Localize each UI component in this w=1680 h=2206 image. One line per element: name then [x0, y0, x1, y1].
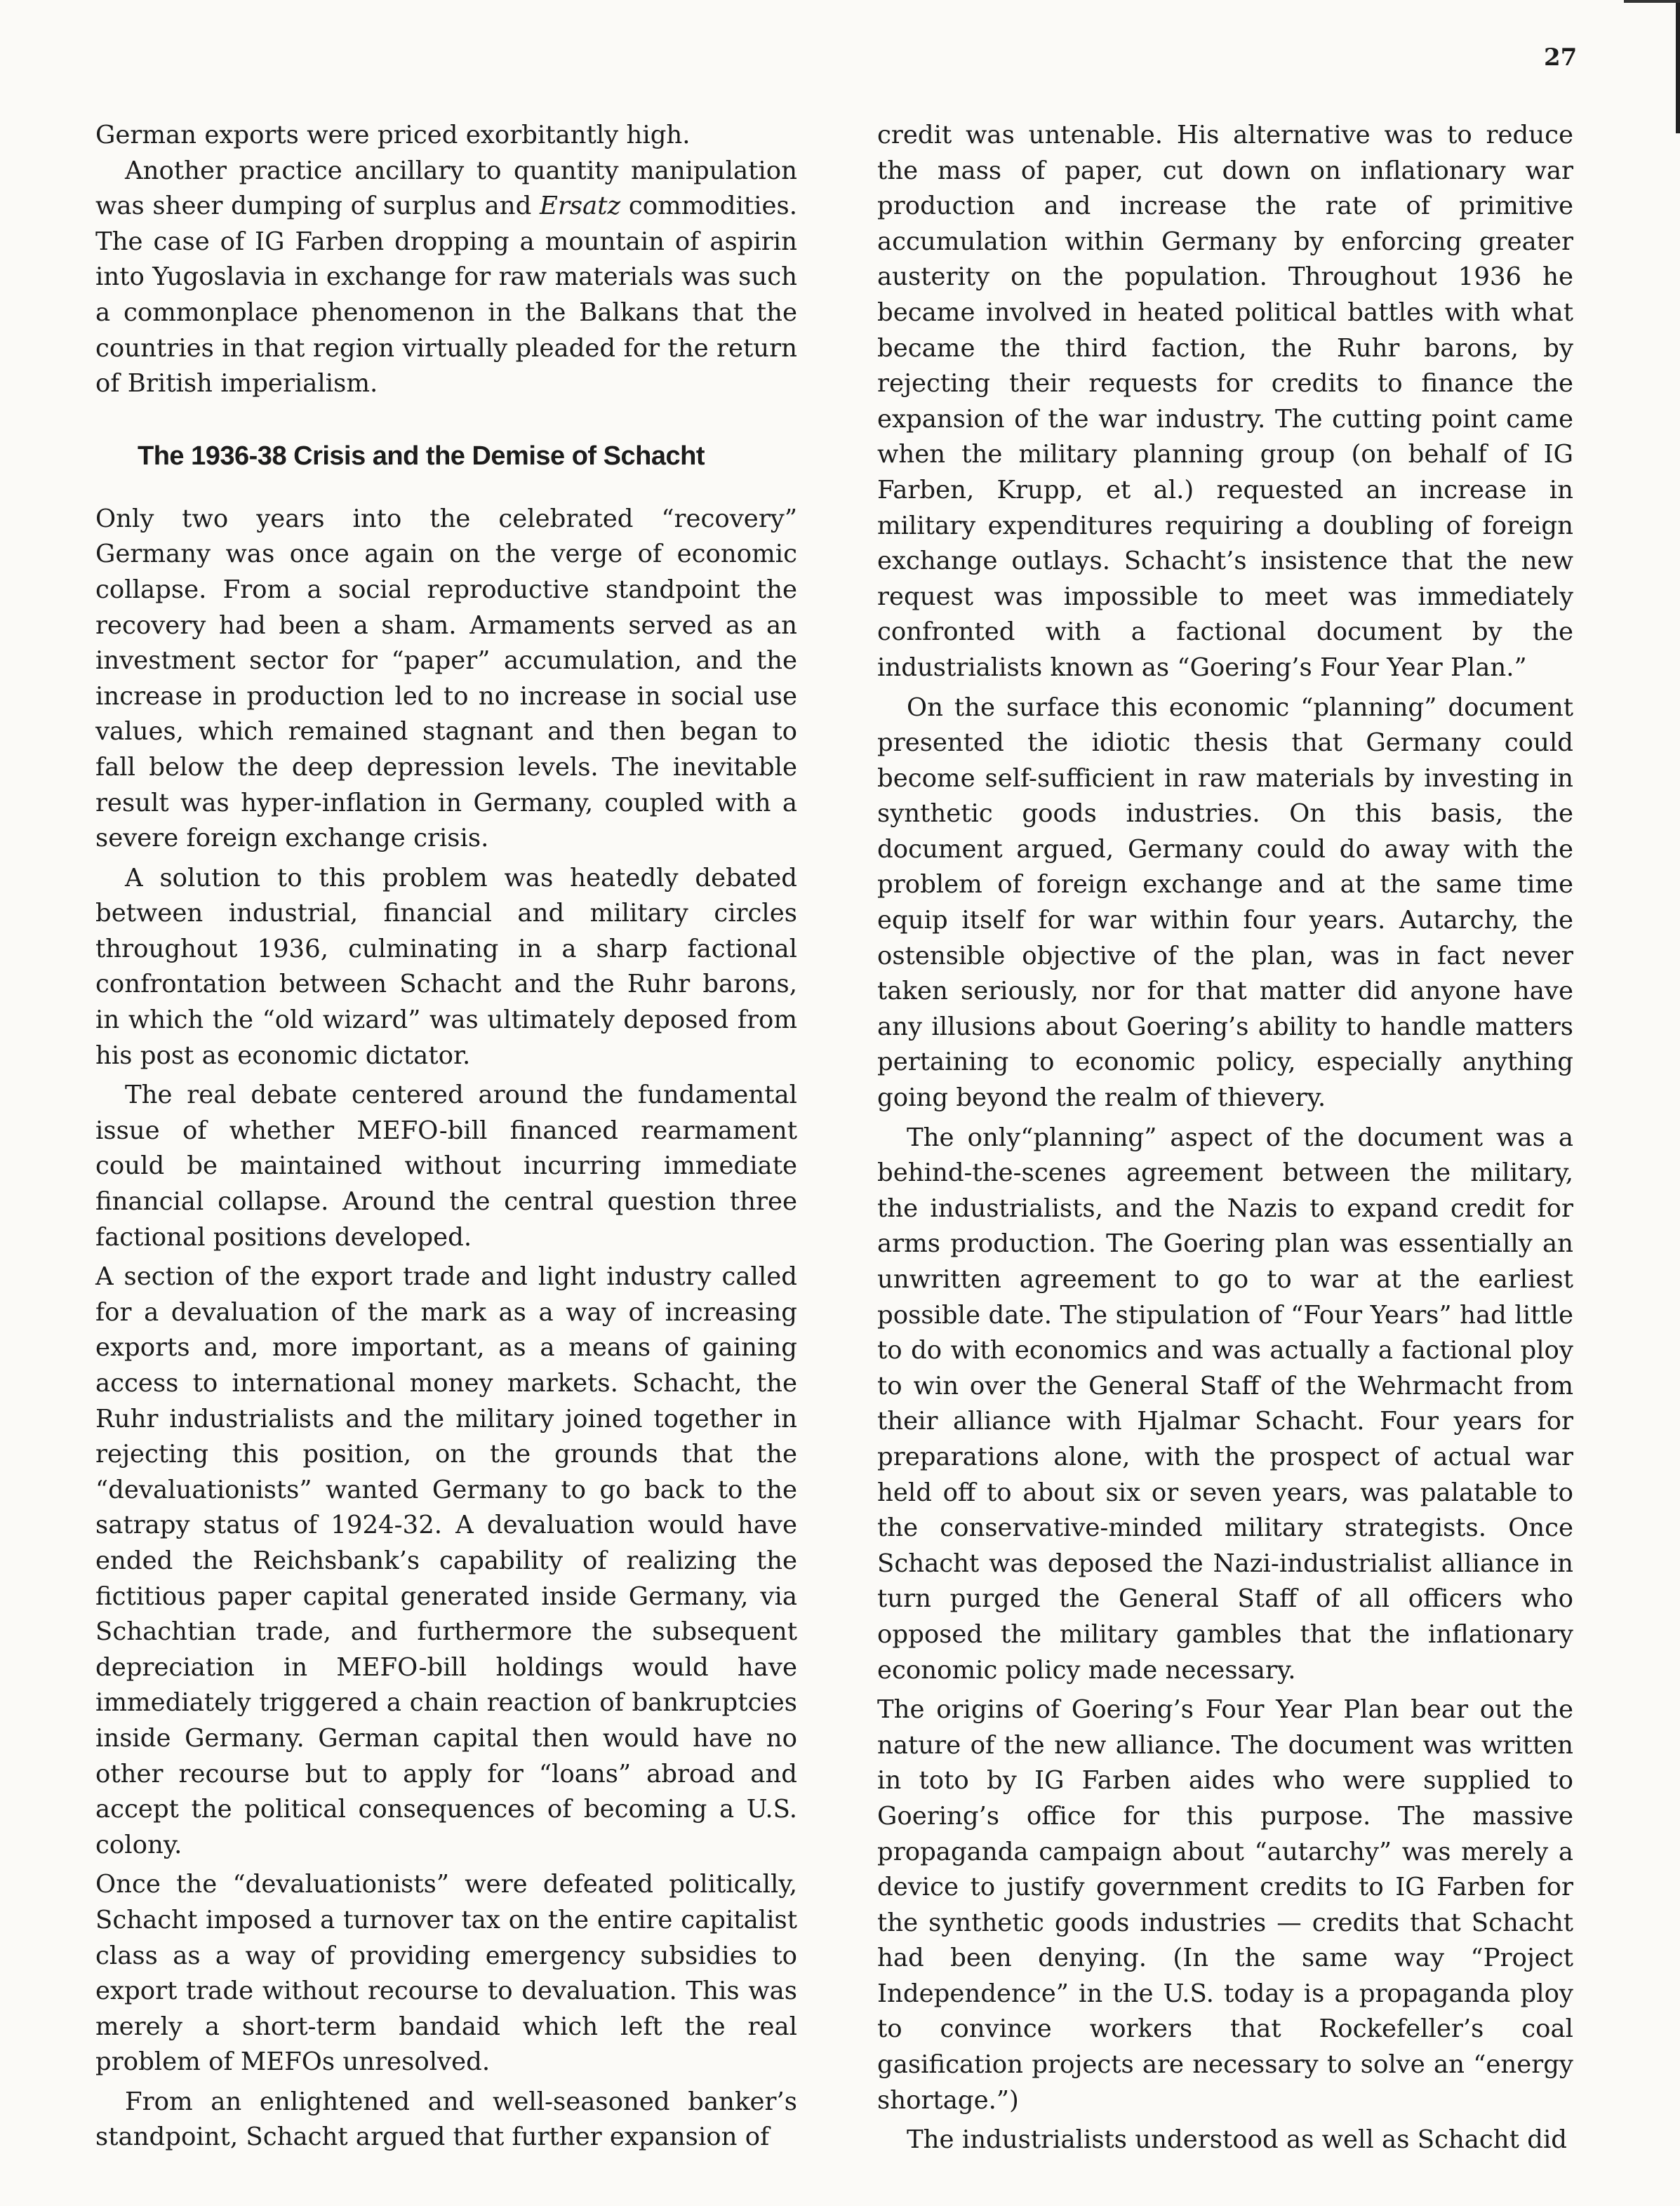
paragraph: From an enlightened and well-seasoned banker’s standpoint, Schacht argued that further expansion of — [95, 2087, 797, 2152]
paragraph: A section of the export trade and light industry called for a devaluation of the mark as a way of increasing exports and, more important, as a means of gaining access to international money markets. Schacht, the Ruhr industrialists and the military joined together in rejecting this position, on the grounds that the “devaluationists” wanted Germany to go back to the satrapy status of 1924-32. A devaluation would have ended the Reichsbank’s capability of realizing the fictitious paper capital generated inside Germany, via Schachtian trade, and furthermore the subsequent depreciation in MEFO-bill holdings would have immediately triggered a chain reaction of bankruptcies inside Germany. German capital then would have no other recourse but to apply for “loans” abroad and accept the political consequences of becoming a U.S. colony. — [95, 1262, 797, 1859]
right-column — [877, 118, 1573, 2158]
paragraph: Once the “devaluationists” were defeated politically, Schacht imposed a turnover tax on the entire capitalist class as a way of providing emergency subsidies to export trade without recourse to devaluation. This was merely a short-term bandaid which left the real problem of MEFOs unresolved. — [95, 1870, 797, 2077]
scan-edge-mark — [1676, 0, 1680, 133]
italic-term: Ersatz — [539, 192, 621, 221]
paragraph: The industrialists understood as well as Schacht did — [907, 2125, 1568, 2155]
paragraph: On the surface this economic “planning” document presented the idiotic thesis that Germany could become self-sufficient in raw materials by investing in synthetic goods industries. On this basis, the document argued, Germany could do away with the problem of foreign exchange and at the same time equip itself for war within four years. Autarchy, the ostensible objective of the plan, was in fact never taken seriously, nor for that matter did anyone have any illusions about Goering’s ability to handle matters pertaining to economic policy, especially anything going beyond the realm of thievery. — [877, 693, 1573, 1113]
scan-edge-mark-top — [1624, 0, 1680, 3]
page-number: 27 — [1544, 44, 1578, 72]
paragraph: A solution to this problem was heatedly debated between industrial, financial and military circles throughout 1936, culminating in a sharp factional confrontation between Schacht and the Ruhr barons, in which the “old wizard” was ultimately deposed from his post as economic dictator. — [95, 863, 797, 1070]
paragraph: credit was untenable. His alternative was to reduce the mass of paper, cut down on inflationary war production and increase the rate of primitive accumulation within Germany by enforcing greater austerity on the population. Throughout 1936 he became involved in heated political battles with what became the third faction, the Ruhr barons, by rejecting their requests for credits to finance the expansion of the war industry. The cutting point came when the military planning group (on behalf of IG Farben, Krupp, et al.) requested an increase in military expenditures requiring a doubling of foreign exchange outlays. Schacht’s insistence that the new request was impossible to meet was immediately confronted with a factional document by the industrialists known as “Goering’s Four Year Plan.” — [877, 121, 1573, 682]
paragraph: German exports were priced exorbitantly high. — [95, 121, 691, 149]
paragraph: Only two years into the celebrated “recovery” Germany was once again on the verge of economic collapse. From a social reproductive standpoint the recovery had been a sham. Armaments served as an investment sector for “paper” accumulation, and the increase in production led to no increase in social use values, which remained stagnant and then began to fall below the deep depression levels. The inevitable result was hyper-inflation in Germany, coupled with a severe foreign exchange crisis. — [95, 504, 797, 853]
paragraph: The origins of Goering’s Four Year Plan bear out the nature of the new alliance. The document was written in toto by IG Farben aides who were supplied to Goering’s office for this purpose. The massive propaganda campaign about “autarchy” was merely a device to justify government credits to IG Farben for the synthetic goods industries — credits that Schacht had been denying. (In the same way “Project Independence” in the U.S. today is a propaganda ploy to convince workers that Rockefeller’s coal gasification projects are necessary to solve an “energy shortage.”) — [877, 1695, 1573, 2115]
section-heading: The 1936-38 Crisis and the Demise of Schacht — [138, 441, 705, 471]
paragraph: The real debate centered around the fundamental issue of whether MEFO-bill financed rearmament could be maintained without incurring immediate financial collapse. Around the central question three factional positions developed. — [95, 1081, 797, 1252]
paragraph: The only“planning” aspect of the document was a behind-the-scenes agreement between the military, the industrialists, and the Nazis to expand credit for arms production. The Goering plan was essentially an unwritten agreement to go to war at the earliest possible date. The stipulation of “Four Years” had little to do with economics and was actually a factional ploy to win over the General Staff of the Wehrmacht from their alliance with Hjalmar Schacht. Four years for preparations alone, with the prospect of actual war held off to about six or seven years, was palatable to the conservative-minded military strategists. Once Schacht was deposed the Nazi-industrialist alliance in turn purged the General Staff of all officers who opposed the military gambles that the inflationary economic policy made necessary. — [877, 1123, 1573, 1685]
left-column — [95, 118, 797, 2155]
paragraph: Another practice ancillary to quantity manipulation was sheer dumping of surplus and Ersatz commodities. The case of IG Farben dropping a mountain of aspirin into Yugoslavia in exchange for raw materials was such a commonplace phenomenon in the Balkans that the countries in that region virtually pleaded for the return of British imperialism. — [95, 156, 797, 399]
